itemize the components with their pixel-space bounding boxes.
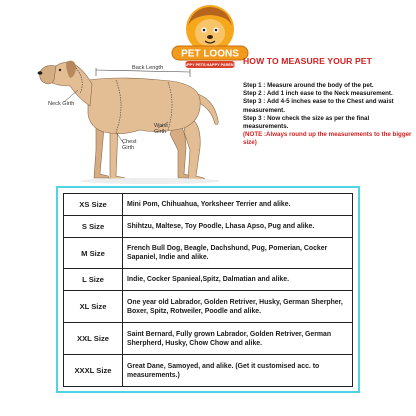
table-row [64,238,353,269]
size-chart-table [63,193,353,387]
size-cell: XS Size [64,194,123,216]
neck-girth-label: Neck Girth [48,101,75,107]
logo-brand-text: PET LOONS [181,48,239,60]
size-cell: XXL Size [64,323,123,355]
how-to-measure-section [243,56,413,148]
breeds-cell: French Bull Dog, Beagle, Dachshund, Pug, Pomerian, Cocker Sapaniel, Indie and alike. [123,238,353,269]
step-3b: Step 3 : Now check the size as per the final measurements. [243,114,370,131]
breeds-cell: Saint Bernard, Fully grown Labrador, Golden Retriver, German Sherpherd, Husky, Chow Chow and alike. [123,323,353,355]
logo-tagline-text: HAPPY PETS HAPPY PARENTS [181,63,239,68]
table-row [64,323,353,355]
waist-girth-label: Waist Girth [154,123,168,135]
back-length-label: Back Length [132,65,164,71]
table-row [64,355,353,387]
table-row [64,291,353,323]
chest-girth-label: Chest Girth [122,139,137,151]
measure-note: (NOTE :Always round up the measurements to the bigger size) [243,131,412,147]
size-cell: S Size [64,216,123,238]
breeds-cell: Mini Pom, Chihuahua, Yorksheer Terrier and alike. [123,194,353,216]
how-to-measure-title: HOW TO MEASURE YOUR PET [243,56,372,66]
dog-measurement-illustration [0,50,240,188]
breeds-cell: Indie, Cocker Spanieal,Spitz, Dalmatian and alike. [123,269,353,291]
step-3a: Step 3 : Add 4-5 inches ease to the Chest and waist measurement. [243,98,394,114]
size-cell: M Size [64,238,123,269]
table-row [64,216,353,238]
measure-steps [243,82,413,148]
table-row [64,269,353,291]
breeds-cell: One year old Labrador, Golden Retriver, Husky, German Sherpher, Boxer, Spitz, Rotweiler, Poodle and alike. [123,291,353,323]
breeds-cell: Shihtzu, Maltese, Toy Poodle, Lhasa Apso, Pug and alike. [123,216,353,238]
step-2: Step 2 : Add 1 inch ease to the Neck measurement. [243,90,393,98]
size-cell: XL Size [64,291,123,323]
breeds-cell: Great Dane, Samoyed, and alike. (Get it customised acc. to measurements.) [123,355,353,387]
size-cell: XXXL Size [64,355,123,387]
step-1: Step 1 : Measure around the body of the pet. [243,82,374,89]
table-row [64,194,353,216]
size-cell: L Size [64,269,123,291]
